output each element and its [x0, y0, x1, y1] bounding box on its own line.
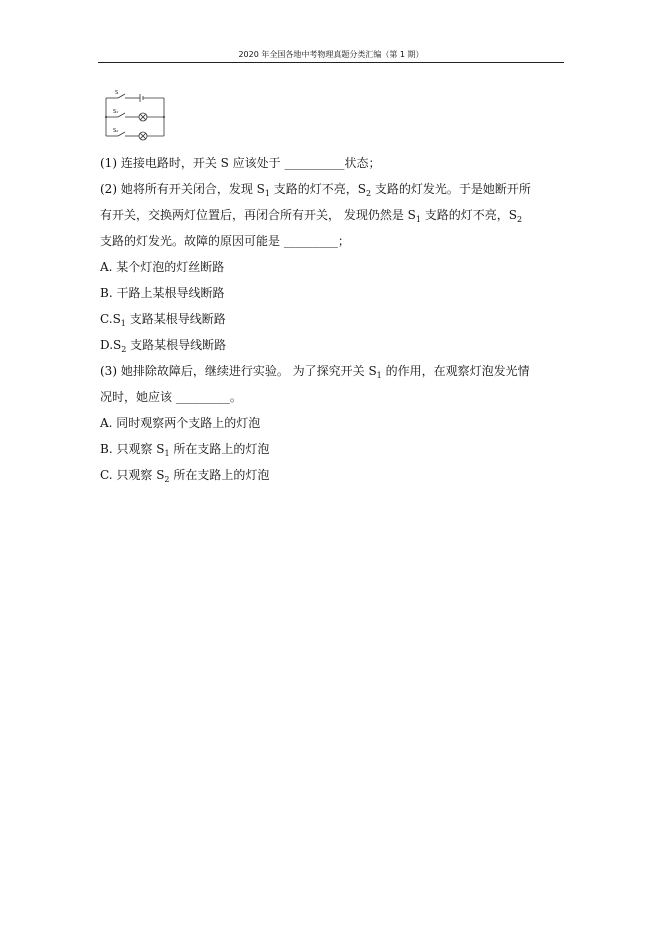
- option-q2-d: $D.S_2$ 支路某根导线断路: [100, 338, 227, 354]
- question-2-line-3: 支路的灯发光。故障的原因可能是 _________；: [100, 234, 350, 248]
- answer-blank: __________: [284, 156, 345, 170]
- question-1: (1) 连接电路时，开关 S 应该处于 __________状态；: [100, 156, 381, 170]
- option-q2-a: A. 某个灯泡的灯丝断路: [100, 260, 225, 274]
- option-q3-c: C. 只观察 $S_2$ 所在支路上的灯泡: [100, 468, 270, 484]
- question-content: [100, 150, 564, 488]
- label-s: S: [115, 90, 119, 96]
- page-header: [98, 50, 564, 63]
- question-3-line-1: (3) 她排除故障后，继续进行实验。 为了探究开关 $S_1$ 的作用，在观察灯泡发光情: [100, 364, 530, 380]
- question-3-line-2: 况时，她应该 _________。: [100, 390, 242, 404]
- circuit-diagram: [100, 88, 170, 144]
- option-q2-b: B. 干路上某根导线断路: [100, 286, 225, 300]
- question-2-line-2: 有开关，交换两灯位置后，再闭合所有开关， 发现仍然是 $S_1$ 支路的灯不亮，$S_2$: [100, 208, 523, 224]
- header-title: 2020 年全国各地中考物理真题分类汇编（第 1 期）: [238, 50, 424, 59]
- answer-blank: _________: [283, 234, 338, 248]
- option-q2-c: $C.S_1$ 支路某根导线断路: [100, 312, 226, 328]
- option-q3-a: A. 同时观察两个支路上的灯泡: [100, 416, 261, 430]
- label-s2: S₂: [113, 128, 119, 134]
- label-s1: S₁: [113, 109, 119, 115]
- answer-blank: _________: [175, 390, 230, 404]
- question-2-line-1: (2) 她将所有开关闭合，发现 $S_1$ 支路的灯不亮，$S_2$ 支路的灯发光。于是她断开所: [100, 182, 531, 198]
- option-q3-b: B. 只观察 $S_1$ 所在支路上的灯泡: [100, 442, 270, 458]
